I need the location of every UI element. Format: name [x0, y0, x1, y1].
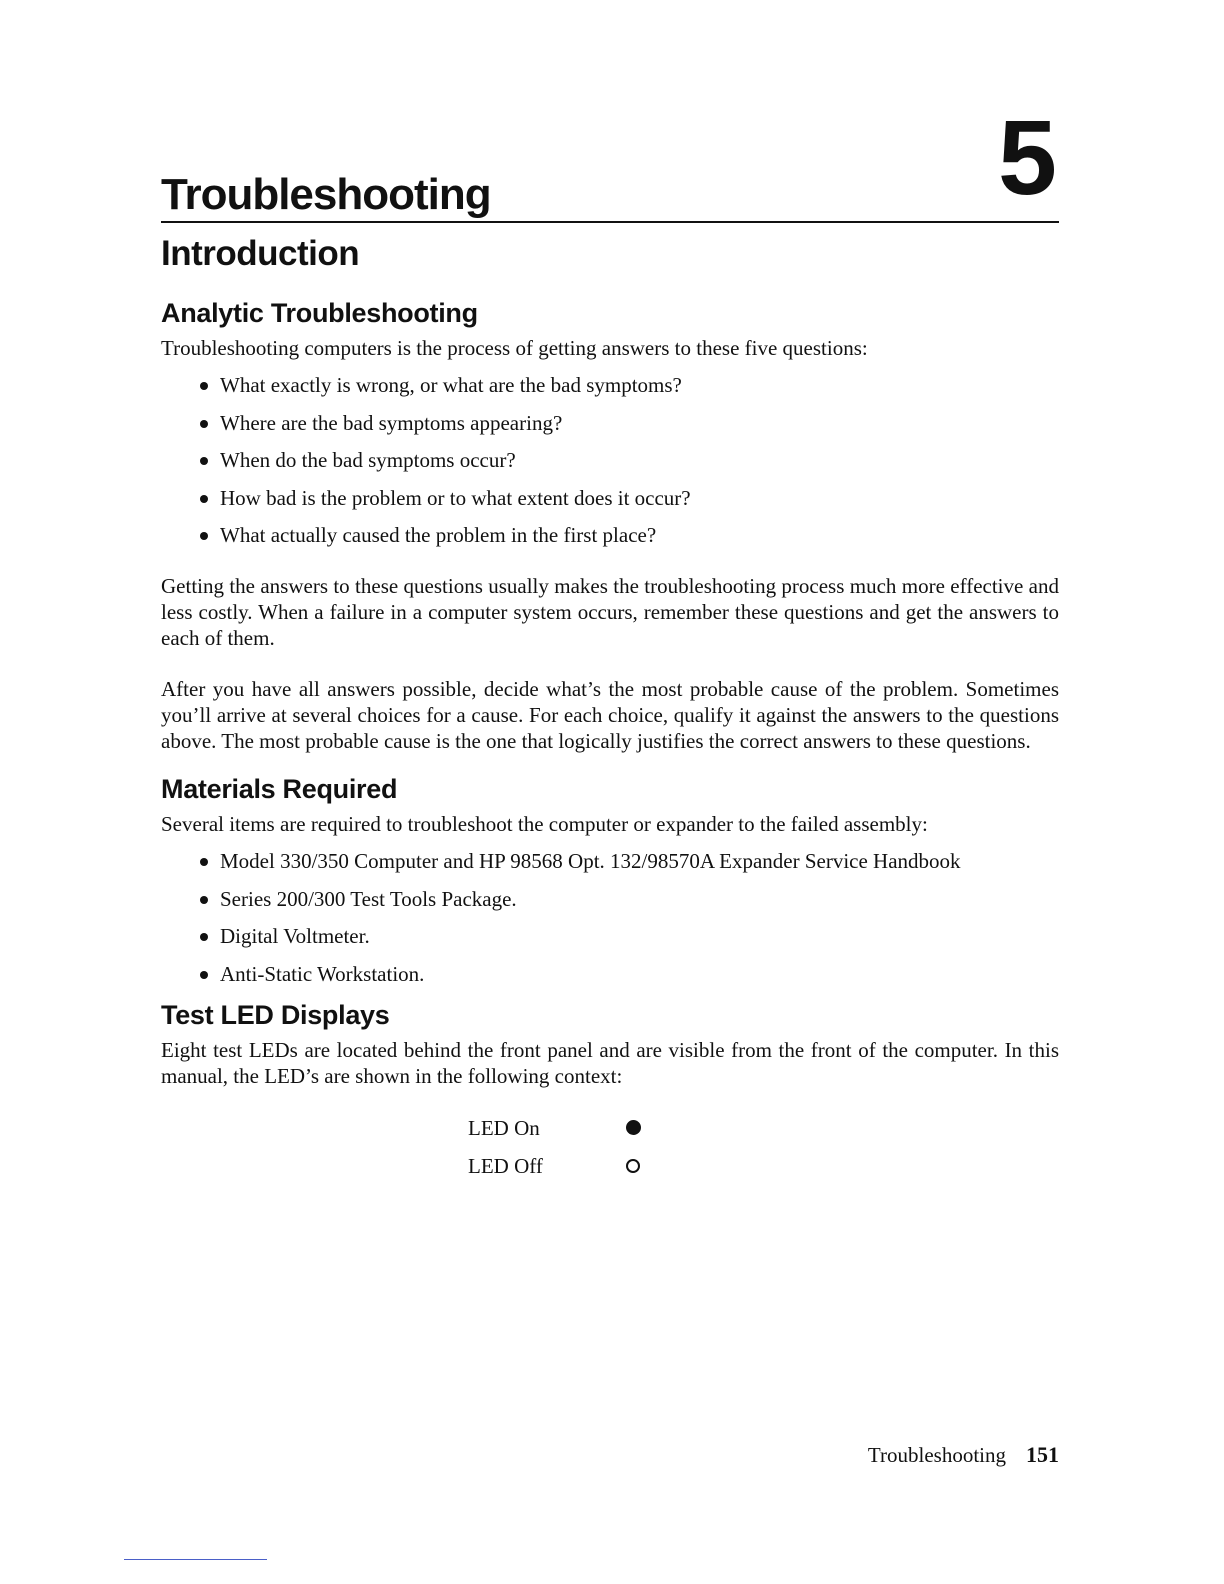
list-item — [198, 372, 1059, 398]
questions-list — [161, 372, 1059, 548]
analytic-troubleshooting-heading: Analytic Troubleshooting — [161, 298, 478, 328]
list-item — [198, 848, 1059, 874]
materials-intro: Several items are required to troubleshoot the computer or expander to the failed assembly: — [161, 812, 928, 837]
materials-list — [161, 848, 1059, 987]
led-legend — [468, 1109, 641, 1185]
list-item — [198, 447, 1059, 473]
list-item-text: Anti-Static Workstation. — [220, 961, 425, 986]
analytic-intro: Troubleshooting computers is the process of getting answers to these five questions: — [161, 336, 868, 361]
page-footer — [868, 1442, 1059, 1468]
bullet-icon — [200, 971, 208, 979]
list-item — [198, 886, 1059, 912]
list-item-text: Model 330/350 Computer and HP 98568 Opt. 132/98570A Expander Service Handbook — [220, 849, 961, 874]
list-item-text: Digital Voltmeter. — [220, 924, 370, 949]
section-title: Introduction — [161, 234, 360, 273]
led-off-row — [468, 1147, 641, 1185]
list-item-text: What exactly is wrong, or what are the bad symptoms? — [220, 373, 682, 398]
bullet-icon — [200, 495, 208, 503]
manual-page — [161, 0, 1059, 1584]
led-on-label: LED On — [468, 1115, 540, 1140]
led-off-label: LED Off — [468, 1153, 543, 1178]
list-item-text: Where are the bad symptoms appearing? — [220, 410, 563, 435]
led-off-icon — [626, 1159, 640, 1173]
page-content — [161, 296, 1059, 1185]
list-item — [198, 961, 1059, 987]
list-item — [198, 410, 1059, 436]
bullet-icon — [200, 382, 208, 390]
list-item-text: How bad is the problem or to what extent does it occur? — [220, 485, 691, 510]
footer-label: Troubleshooting — [867, 1443, 1006, 1467]
chapter-title: Troubleshooting — [161, 170, 491, 219]
led-intro: Eight test LEDs are located behind the front panel and are visible from the front of the computer. In this manual, the LED’s are shown in the following context: — [161, 1038, 1059, 1089]
list-item — [198, 485, 1059, 511]
chapter-header — [161, 99, 1059, 223]
bullet-icon — [200, 933, 208, 941]
list-item — [198, 522, 1059, 548]
bullet-icon — [200, 858, 208, 866]
page-number: 151 — [1026, 1442, 1059, 1467]
list-item — [198, 923, 1059, 949]
bullet-icon — [200, 457, 208, 465]
list-item-text: When do the bad symptoms occur? — [220, 448, 516, 473]
list-item-text: Series 200/300 Test Tools Package. — [220, 886, 517, 911]
bullet-icon — [200, 896, 208, 904]
list-item-text: What actually caused the problem in the first place? — [220, 523, 657, 548]
led-on-row — [468, 1109, 641, 1147]
analytic-paragraph-1: Getting the answers to these questions usually makes the troubleshooting process much more effective and less costly. When a failure in a computer system occurs, remember these questions and get the answers to each of them. — [161, 574, 1059, 651]
materials-required-heading: Materials Required — [161, 774, 398, 805]
bullet-icon — [200, 420, 208, 428]
led-on-icon — [626, 1120, 641, 1135]
bullet-icon — [200, 532, 208, 540]
analytic-paragraph-2: After you have all answers possible, decide what’s the most probable cause of the problem. Sometimes you’ll arrive at several choices for a cause. For each choice, qualify it against the answers to the questions above. The most probable cause is the one that logically justifies the correct answers to these questions. — [161, 677, 1059, 754]
chapter-number: 5 — [998, 99, 1057, 217]
test-led-displays-heading: Test LED Displays — [161, 1000, 390, 1031]
corner-rule — [124, 1559, 267, 1560]
